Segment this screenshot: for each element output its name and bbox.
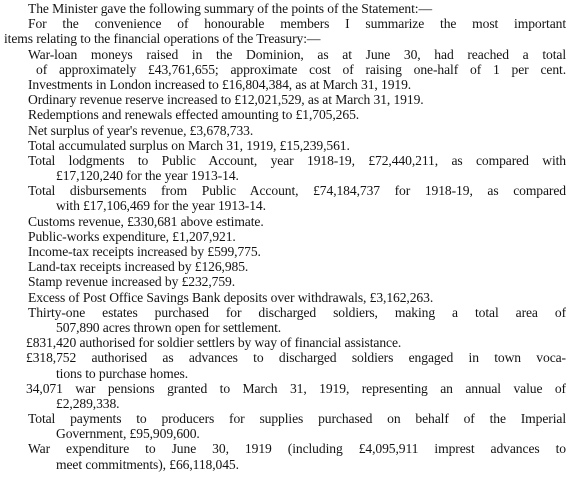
summary-item-continuation: Government, £95,909,600. bbox=[56, 426, 200, 442]
paragraph-line: For the convenience of honourable members I summarize the most important bbox=[28, 16, 566, 32]
summary-item: Total disbursements from Public Account, £74,184,737 for 1918-19, as compared bbox=[28, 183, 566, 199]
summary-item-continuation: with £17,106,469 for the year 1913-14. bbox=[56, 198, 266, 214]
summary-item-continuation: tions to purchase homes. bbox=[56, 365, 189, 381]
summary-item-continuation: 507,890 acres thrown open for settlement. bbox=[56, 319, 282, 335]
summary-item: £831,420 authorised for soldier settlers by way of financial assistance. bbox=[26, 335, 402, 351]
summary-item: War expenditure to June 30, 1919 (including £4,095,911 imprest advances to bbox=[28, 441, 566, 457]
summary-item: Total payments to producers for supplies purchased on behalf of the Imperial bbox=[28, 411, 566, 427]
summary-item: Ordinary revenue reserve increased to £12,021,529, as at March 31, 1919. bbox=[28, 92, 424, 108]
summary-item: Land-tax receipts increased by £126,985. bbox=[28, 259, 249, 275]
summary-item-continuation: £2,289,338. bbox=[56, 395, 120, 411]
summary-item: Thirty-one estates purchased for discharged soldiers, making a total area of bbox=[28, 304, 566, 320]
summary-item: War-loan moneys raised in the Dominion, as at June 30, had reached a total bbox=[28, 46, 566, 62]
summary-item: Public-works expenditure, £1,207,921. bbox=[28, 228, 236, 244]
summary-item: Redemptions and renewals effected amounting to £1,705,265. bbox=[28, 107, 360, 123]
summary-item: £318,752 authorised as advances to discharged soldiers engaged in town voca- bbox=[26, 350, 566, 366]
summary-item: Stamp revenue increased by £232,759. bbox=[28, 274, 236, 290]
summary-item: Excess of Post Office Savings Bank deposits over withdrawals, £3,162,263. bbox=[28, 289, 434, 305]
summary-item-continuation: £17,120,240 for the year 1913-14. bbox=[56, 168, 239, 184]
summary-item: Net surplus of year's revenue, £3,678,733. bbox=[28, 122, 254, 138]
summary-item-continuation: meet commitments), £66,118,045. bbox=[56, 456, 239, 472]
summary-item: Customs revenue, £330,681 above estimate. bbox=[28, 213, 264, 229]
intro-line: The Minister gave the following summary of the points of the Statement:— bbox=[28, 1, 432, 16]
summary-item: 34,071 war pensions granted to March 31, 1919, representing an annual value of bbox=[26, 380, 566, 396]
summary-item-continuation: of approximately £43,761,655; approximate cost of raising one-half of 1 per cent. bbox=[36, 61, 566, 77]
summary-item: Total accumulated surplus on March 31, 1919, £15,239,561. bbox=[28, 137, 350, 153]
summary-item: Investments in London increased to £16,804,384, as at March 31, 1919. bbox=[28, 76, 412, 92]
summary-item: Income-tax receipts increased by £599,775. bbox=[28, 244, 261, 259]
paragraph-line: items relating to the financial operations of the Treasury:— bbox=[4, 31, 321, 47]
summary-item: Total lodgments to Public Account, year 1918-19, £72,440,211, as compared with bbox=[28, 152, 566, 168]
